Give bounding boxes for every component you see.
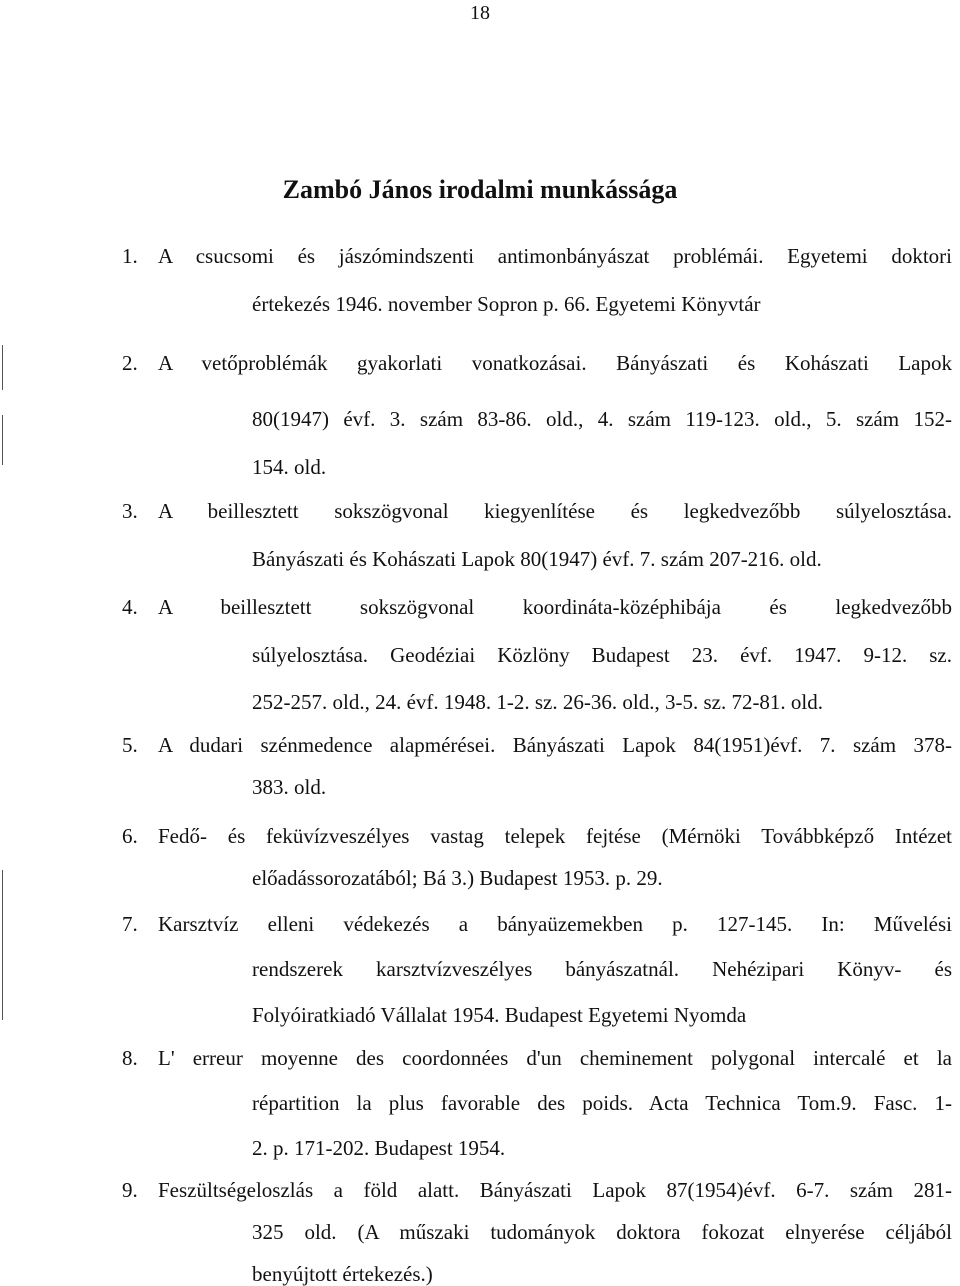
entry-line: 325 old. (A műszaki tudományok doktora fokozat elnyerése céljából xyxy=(252,1220,952,1244)
entry-line: répartition la plus favorable des poids. Acta Technica Tom.9. Fasc. 1- xyxy=(252,1091,952,1115)
entry-line: Feszültségeloszlás a föld alatt. Bányászati Lapok 87(1954)évf. 6-7. szám 281- xyxy=(158,1178,952,1202)
entry-number: 2. xyxy=(122,351,138,375)
entry-number: 8. xyxy=(122,1046,138,1070)
page-number: 18 xyxy=(470,2,490,24)
entry-line: előadássorozatából; Bá 3.) Budapest 1953. p. 29. xyxy=(252,866,663,890)
entry-line: A beillesztett sokszögvonal kiegyenlítése és legkedvezőbb súlyelosztása. xyxy=(158,499,952,523)
entry-line: Bányászati és Kohászati Lapok 80(1947) évf. 7. szám 207-216. old. xyxy=(252,547,822,571)
entry-line: értekezés 1946. november Sopron p. 66. Egyetemi Könyvtár xyxy=(252,292,761,316)
entry-line: A vetőproblémák gyakorlati vonatkozásai. Bányászati és Kohászati Lapok xyxy=(158,351,952,375)
entry-line: A beillesztett sokszögvonal koordináta-középhibája és legkedvezőbb xyxy=(158,595,952,619)
entry-number: 4. xyxy=(122,595,138,619)
entry-line: Karsztvíz elleni védekezés a bányaüzemekben p. 127-145. In: Művelési xyxy=(158,912,952,936)
entry-number: 1. xyxy=(122,244,138,268)
margin-line xyxy=(2,870,3,1020)
margin-line xyxy=(2,415,3,465)
entry-line: 252-257. old., 24. évf. 1948. 1-2. sz. 26-36. old., 3-5. sz. 72-81. old. xyxy=(252,690,824,714)
entry-line: 154. old. xyxy=(252,455,327,479)
entry-line: benyújtott értekezés.) xyxy=(252,1262,433,1286)
entry-line: Folyóiratkiadó Vállalat 1954. Budapest Egyetemi Nyomda xyxy=(252,1003,747,1027)
entry-number: 3. xyxy=(122,499,138,523)
entry-line: rendszerek karsztvízveszélyes bányászatnál. Nehézipari Könyv- és xyxy=(252,957,952,981)
entry-number: 6. xyxy=(122,824,138,848)
entry-number: 7. xyxy=(122,912,138,936)
page-title: Zambó János irodalmi munkássága xyxy=(282,175,678,204)
entry-number: 5. xyxy=(122,733,138,757)
entry-line: A dudari szénmedence alapmérései. Bányászati Lapok 84(1951)évf. 7. szám 378- xyxy=(158,733,952,757)
entry-line: súlyelosztása. Geodéziai Közlöny Budapest 23. évf. 1947. 9-12. sz. xyxy=(252,643,952,667)
entry-line: Fedő- és feküvízveszélyes vastag telepek fejtése (Mérnöki Továbbképző Intézet xyxy=(158,824,952,848)
entry-line: 383. old. xyxy=(252,775,327,799)
entry-line: 2. p. 171-202. Budapest 1954. xyxy=(252,1136,506,1160)
margin-line xyxy=(2,345,3,390)
entry-line: 80(1947) évf. 3. szám 83-86. old., 4. szám 119-123. old., 5. szám 152- xyxy=(252,407,952,431)
entry-number: 9. xyxy=(122,1178,138,1202)
entry-line: A csucsomi és jászómindszenti antimonbányászat problémái. Egyetemi doktori xyxy=(158,244,952,268)
entry-line: L' erreur moyenne des coordonnées d'un cheminement polygonal intercalé et la xyxy=(158,1046,952,1070)
